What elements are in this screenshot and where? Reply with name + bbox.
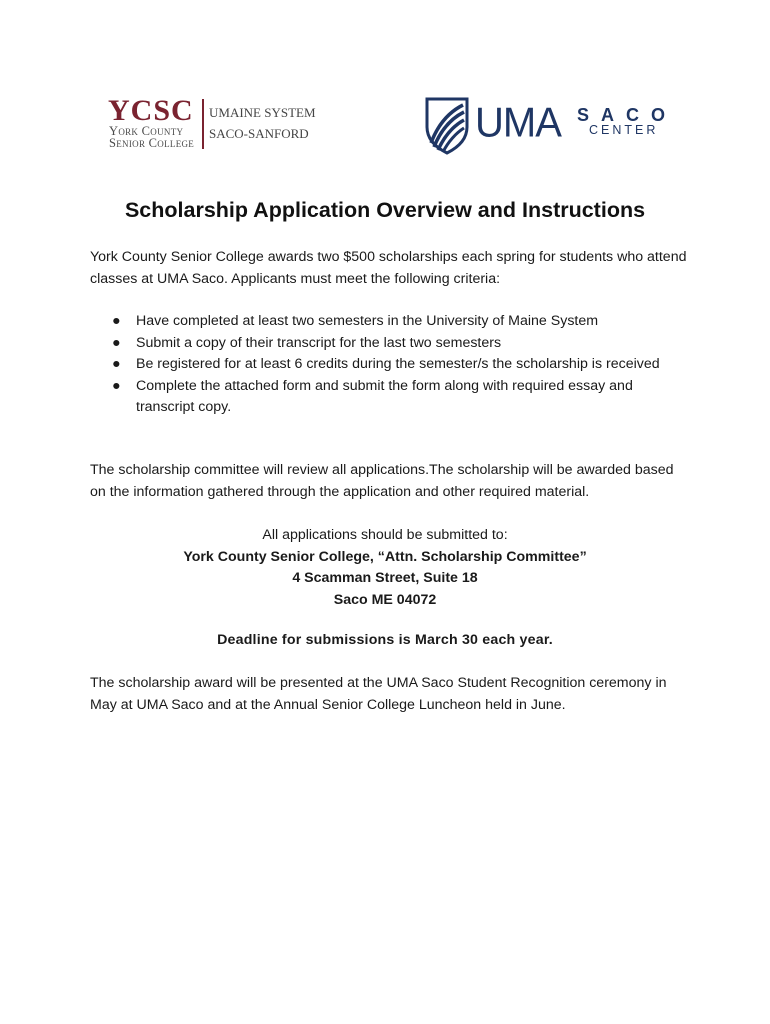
criteria-text: Submit a copy of their transcript for the last two semesters — [136, 334, 502, 351]
ycsc-logo-line-2: Senior College — [109, 136, 195, 150]
uma-logo-center: CENTER — [589, 123, 659, 137]
criteria-text: Be registered for at least 6 credits during the semester/s the scholarship is received — [136, 356, 660, 372]
ycsc-logo-divider — [202, 99, 204, 149]
bullet-icon: ● — [112, 313, 121, 329]
list-item — [110, 311, 685, 333]
bullet-icon: ● — [112, 356, 121, 372]
submission-intro: All applications should be submitted to: — [262, 527, 508, 543]
ycsc-logo-campus: SACO-SANFORD — [209, 126, 309, 141]
uma-logo-saco: SACO — [577, 105, 678, 125]
criteria-text: Complete the attached form and submit the form along with required essay and transcript copy. — [136, 377, 633, 415]
bullet-icon: ● — [112, 334, 121, 351]
deadline-notice: Deadline for submissions is March 30 each year. — [217, 632, 553, 648]
submission-address — [0, 525, 770, 611]
ycsc-logo — [108, 96, 323, 156]
uma-logo-word: UMA — [475, 99, 561, 147]
criteria-list — [110, 311, 685, 419]
ycsc-logo-line-1: York County — [109, 124, 184, 138]
review-paragraph: The scholarship committee will review all applications.The scholarship will be awarded based on the information gathered through the application and other required material. — [90, 462, 674, 500]
ycsc-logo-system: UMAINE SYSTEM — [209, 105, 316, 120]
ycsc-logo-letters: YCSC — [108, 94, 194, 127]
bullet-icon: ● — [112, 377, 121, 394]
list-item — [110, 376, 685, 419]
submission-street: 4 Scamman Street, Suite 18 — [292, 570, 478, 586]
intro-paragraph: York County Senior College awards two $500 scholarships each spring for students who attend classes at UMA Saco. Applicants must meet the following criteria: — [90, 249, 687, 287]
submission-recipient: York County Senior College, “Attn. Scholarship Committee” — [183, 548, 587, 565]
list-item — [110, 354, 685, 376]
list-item — [110, 333, 685, 355]
submission-city: Saco ME 04072 — [333, 591, 437, 608]
award-paragraph: The scholarship award will be presented at the UMA Saco Student Recognition ceremony in May at UMA Saco and at the Annual Senior College Luncheon held in June. — [90, 675, 667, 713]
uma-shield-icon — [425, 97, 469, 155]
criteria-text: Have completed at least two semesters in the University of Maine System — [136, 313, 599, 329]
page-title: Scholarship Application Overview and Instructions — [124, 198, 646, 222]
uma-saco-logo — [425, 97, 678, 157]
